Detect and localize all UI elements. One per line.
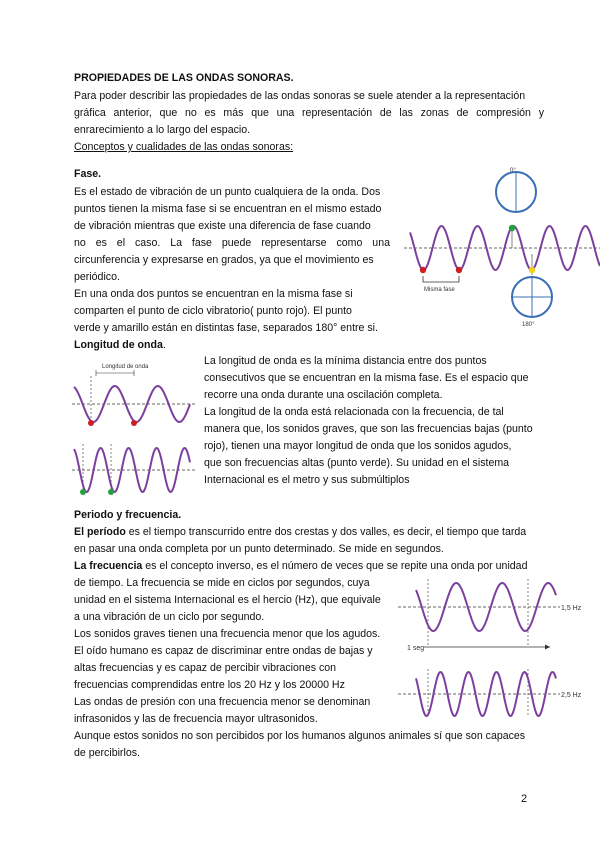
fase-line: En una onda dos puntos se encuentran en la misma fase si [74,288,353,300]
red-dot [88,420,94,426]
frecuencia-text: es el concepto inverso, es el número de veces que se repite una onda por unidad [142,560,528,572]
longitud-line: manera que, los sonidos graves, que son las frecuencias bajas (punto [204,423,533,435]
bracket [423,276,459,282]
label-misma-fase: Misma fase [424,287,455,293]
frecuencia-line: Las ondas de presión con una frecuencia menor se denominan [74,696,371,708]
green-dot [509,225,515,231]
label-2-5-hz: 2,5 Hz [561,692,582,699]
frecuencia-line [74,558,527,575]
longitud-heading: Longitud de onda [74,339,163,351]
fase-line: periódico. [74,271,120,283]
intro-line: Para poder describir las propiedades de las ondas sonoras se suele atender a la representación [74,90,526,102]
phase-diagram [404,160,600,332]
yellow-dot [529,267,535,273]
wavelength-diagram [72,358,196,502]
green-dot [108,489,114,495]
periodo-text: es el tiempo transcurrido entre dos crestas y dos valles, es decir, el tiempo que tarda [125,526,527,538]
page-number: 2 [521,793,528,805]
label-1-seg: 1 seg [407,645,425,652]
fase-line: de vibración mientras que existe una diferencia de fase cuando [74,220,371,232]
label-1-5-hz: 1,5 Hz [561,605,582,612]
red-dot [456,267,462,273]
fase-heading: Fase. [74,168,102,180]
frecuencia-line: unidad en el sistema Internacional es el hercio (Hz), que equivale [74,594,381,606]
fase-line: comparten el punto de ciclo vibratorio( punto rojo). El punto [74,305,352,317]
green-dot [80,489,86,495]
longitud-heading-suffix: . [162,339,166,351]
arrow-head [545,645,550,650]
periodo-heading: Periodo y frecuencia. [74,509,182,521]
frecuencia-line: a una vibración de un ciclo por segundo. [74,611,265,623]
fase-line: Es el estado de vibración de un punto cualquiera de la onda. Dos [74,186,381,198]
fase-line: puntos tienen la misma fase si se encuentran en el mismo estado [74,203,382,215]
intro-line: enrarecimiento a lo largo del espacio. [74,124,251,136]
frequency-diagram [398,577,594,719]
red-dot [131,420,137,426]
periodo-line [74,524,526,541]
frecuencia-line: Los sonidos graves tienen una frecuencia menor que los agudos. [74,628,381,640]
page-title: PROPIEDADES DE LAS ONDAS SONORAS. [74,72,294,84]
fase-line: no es el caso. La fase puede representarse como una [74,237,390,249]
longitud-line: La longitud de onda es la mínima distancia entre dos puntos [204,355,487,367]
frecuencia-term: La frecuencia [74,560,143,572]
frecuencia-line: El oído humano es capaz de discriminar entre ondas de bajas y [74,645,373,657]
frecuencia-line: infrasonidos y las de frecuencia mayor ultrasonidos. [74,713,318,725]
longitud-line: rojo), tienen una mayor longitud de onda que los sonidos agudos, [204,440,512,452]
red-dot [420,267,426,273]
periodo-line: en pasar una onda completa por un punto determinado. Se mide en segundos. [74,543,444,555]
concepts-heading: Conceptos y cualidades de las ondas sonoras: [74,141,294,153]
longitud-line: recorre una onda durante una oscilación completa. [204,389,443,401]
intro-line: gráfica anterior, que no es más que una representación de las zonas de compresión y [74,107,544,119]
closing-line: de percibirlos. [74,747,140,759]
frecuencia-line: frecuencias comprendidas entre los 20 Hz y los 20000 Hz [74,679,345,691]
fase-line: circunferencia y expresarse en grados, ya que el movimiento es [74,254,374,266]
longitud-heading-row [74,337,166,354]
longitud-line: Internacional es el metro y sus submúltiplos [204,474,410,486]
fase-line: verde y amarillo están en distintas fase, separados 180° entre si. [74,322,378,334]
label-longitud-onda: Longitud de onda [102,364,149,370]
longitud-line: consecutivos que se encuentran en la misma fase. Es el espacio que [204,372,529,384]
label-180-deg: 180° [522,322,535,328]
longitud-line: La longitud de la onda está relacionada con la frecuencia, de tal [204,406,504,418]
frecuencia-line: de tiempo. La frecuencia se mide en ciclos por segundos, cuya [74,577,370,589]
periodo-term: El período [74,526,126,538]
closing-line: Aunque estos sonidos no son percibidos por los humanos algunos animales sí que son capaces [74,730,526,742]
label-0-deg: 0° [510,168,516,174]
frecuencia-line: altas frecuencias y es capaz de percibir vibraciones con [74,662,337,674]
longitud-line: que son frecuencias altas (punto verde). Su unidad en el sistema [204,457,510,469]
